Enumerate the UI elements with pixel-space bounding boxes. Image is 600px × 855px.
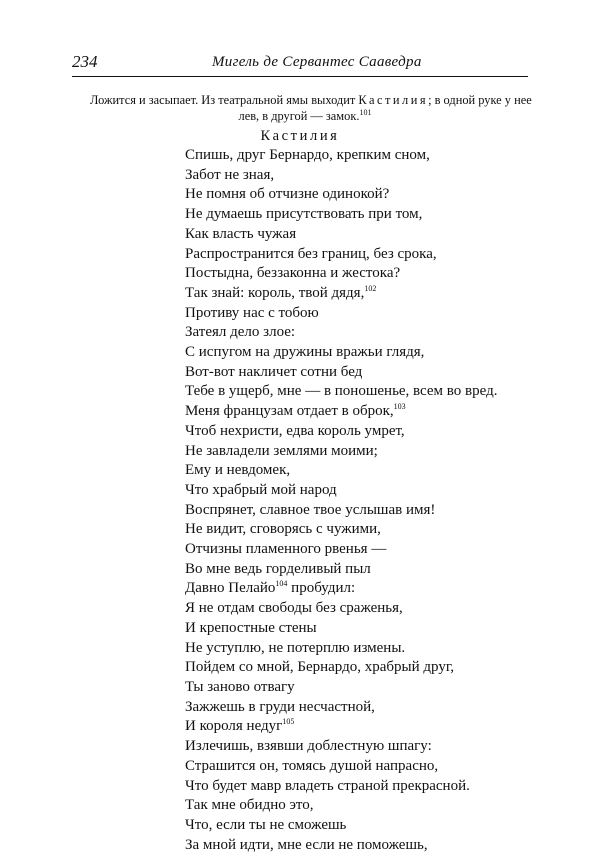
stage-direction-text: ; в одной руке у нее (428, 93, 532, 107)
verse-text: Так знай: король, твой дядя, (185, 284, 365, 301)
verse-line (185, 501, 515, 521)
stage-direction-text: Ложится и засыпает. Из театральной ямы выходит (90, 93, 359, 107)
stage-direction (90, 92, 532, 124)
verse-text: Постыдна, беззаконна и жестока? (185, 265, 401, 282)
verse-line (185, 737, 515, 757)
verse-text: С испугом на дружины вражьи глядя, (185, 344, 425, 361)
verse-text: Не видит, сговорясь с чужими, (185, 521, 381, 538)
verse-line (185, 146, 515, 166)
verse-text: Не помня об отчизне одинокой? (185, 186, 390, 203)
verse-text: Что, если ты не сможешь (185, 816, 347, 833)
verse-line (185, 481, 515, 501)
verse-line (185, 304, 515, 324)
verse-line (185, 540, 515, 560)
verse-line (185, 816, 515, 836)
verse-line (185, 639, 515, 659)
verse-text: пробудил: (287, 580, 356, 597)
verse-line (185, 520, 515, 540)
verse-text: Чтоб нехристи, едва король умрет, (185, 422, 405, 439)
page-number: 234 (72, 52, 98, 71)
verse-line (185, 264, 515, 284)
verse-line (185, 284, 515, 304)
verse-line (185, 777, 515, 797)
verse-line (185, 678, 515, 698)
verse-text: Меня французам отдает в оброк, (185, 403, 394, 420)
verse-text: Не думаешь присутствовать при том, (185, 206, 423, 223)
verse-text: Излечишь, взявши доблестную шпагу: (185, 738, 432, 755)
verse-text: Распространится без границ, без срока, (185, 245, 437, 262)
verse-text: Ему и невдомек, (185, 462, 291, 479)
verse-line (185, 323, 515, 343)
verse-text: Пойдем со мной, Бернардо, храбрый друг, (185, 659, 455, 676)
footnote-marker: 104 (275, 579, 288, 589)
verse-block (185, 146, 515, 855)
verse-text: Я не отдам свободы без сраженья, (185, 600, 403, 617)
footnote-marker: 101 (359, 107, 372, 117)
stage-direction-line (90, 108, 520, 124)
verse-text: Ты заново отвагу (185, 678, 295, 695)
verse-line (185, 382, 515, 402)
verse-text: Затеял дело злое: (185, 324, 296, 341)
verse-text: Зажжешь в груди несчастной, (185, 698, 375, 715)
verse-line (185, 619, 515, 639)
verse-line (185, 599, 515, 619)
verse-text: И крепостные стены (185, 619, 317, 636)
verse-line (185, 757, 515, 777)
verse-line (185, 166, 515, 186)
verse-line (185, 225, 515, 245)
running-title: Мигель де Сервантес Сааведра (212, 54, 422, 70)
verse-line (185, 560, 515, 580)
verse-text: За мной идти, мне если не поможешь, (185, 836, 428, 853)
verse-text: Что храбрый мой народ (185, 481, 337, 498)
verse-text: Давно Пелайо (185, 580, 276, 597)
footnote-marker: 103 (393, 402, 406, 412)
footnote-marker: 102 (364, 283, 377, 293)
character-name: Кастилия (358, 93, 429, 107)
verse-line (185, 185, 515, 205)
verse-text: И короля недуг (185, 718, 283, 735)
verse-line (185, 343, 515, 363)
verse-line (185, 402, 515, 422)
verse-text: Как власть чужая (185, 225, 297, 242)
verse-line (185, 363, 515, 383)
verse-line (185, 442, 515, 462)
verse-text: Так мне обидно это, (185, 797, 314, 814)
verse-text: Во мне ведь горделивый пыл (185, 560, 371, 577)
stage-direction-line (90, 92, 532, 108)
verse-line (185, 796, 515, 816)
footnote-marker: 105 (282, 717, 295, 727)
verse-text: Воспрянет, славное твое услышав имя! (185, 501, 436, 518)
verse-text: Не завладели землями моими; (185, 442, 378, 459)
verse-line (185, 836, 515, 855)
speaker-name: Кастилия (260, 128, 340, 144)
verse-text: Противу нас с тобою (185, 304, 319, 321)
verse-line (185, 205, 515, 225)
verse-line (185, 422, 515, 442)
verse-text: Забот не зная, (185, 166, 275, 183)
verse-line (185, 245, 515, 265)
verse-line (185, 461, 515, 481)
verse-text: Отчизны пламенного рвенья — (185, 541, 387, 558)
verse-line (185, 698, 515, 718)
verse-text: Тебе в ущерб, мне — в поношенье, всем во вред. (185, 383, 498, 400)
verse-text: Не уступлю, не потерплю измены. (185, 639, 406, 656)
verse-line (185, 579, 515, 599)
verse-text: Спишь, друг Бернардо, крепким сном, (185, 147, 430, 163)
verse-text: Страшится он, томясь душой напрасно, (185, 757, 439, 774)
verse-text: Вот-вот накличет сотни бед (185, 363, 363, 380)
verse-text: Что будет мавр владеть страной прекрасной. (185, 777, 470, 794)
verse-line (185, 658, 515, 678)
page-header (72, 48, 528, 77)
stage-direction-text: лев, в другой — замок. (238, 109, 360, 123)
verse-line (185, 717, 515, 737)
